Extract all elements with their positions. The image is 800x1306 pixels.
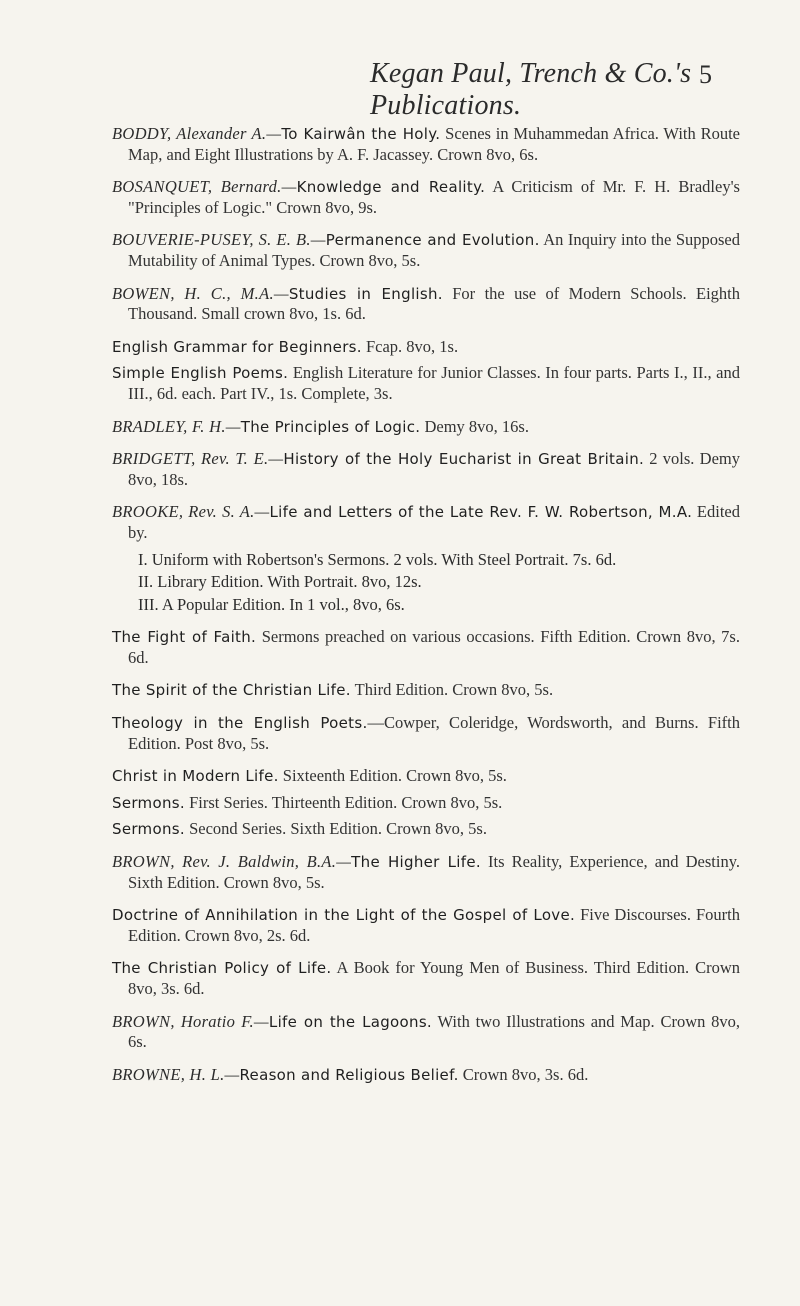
entry-description: With two Illustrations and Map. Crown 8vo, 6s. (128, 1011, 741, 1052)
catalogue-list (112, 124, 740, 1097)
entry-title: The Fight of Faith. (112, 628, 257, 647)
catalogue-entry (112, 713, 740, 754)
running-header (110, 58, 720, 121)
entry-title: History of the Holy Eucharist in Great Britain. (283, 450, 645, 469)
entry-author: BOWEN, H. C., M.A.— (112, 283, 289, 303)
entry-description: Second Series. Sixth Edition. Crown 8vo, 5s. (184, 819, 487, 839)
catalogue-entry (112, 1065, 740, 1086)
entry-title: Doctrine of Annihilation in the Light of the Gospel of Love. (112, 906, 576, 925)
header-title: Kegan Paul, Trench & Co.'s Publications. (370, 58, 692, 121)
entry-title: Sermons. (112, 820, 185, 839)
entry-author: BROWN, Rev. J. Baldwin, B.A.— (112, 852, 352, 872)
catalogue-entry (112, 905, 740, 946)
entry-author: BROOKE, Rev. S. A.— (112, 502, 270, 522)
entry-description: Demy 8vo, 16s. (420, 416, 529, 436)
entry-description: English Literature for Junior Classes. In four parts. Parts I., II., and III., 6d. each. Part IV., 1s. Complete, 3s. (128, 363, 740, 403)
catalogue-entry (112, 417, 740, 438)
entry-description: A Book for Young Men of Business. Third Edition. Crown 8vo, 3s. 6d. (128, 958, 740, 998)
entry-description: Its Reality, Experience, and Destiny. Sixth Edition. Crown 8vo, 5s. (128, 852, 740, 892)
entry-description: For the use of Modern Schools. Eighth Thousand. Small crown 8vo, 1s. 6d. (128, 283, 741, 324)
edition-item: III. A Popular Edition. In 1 vol., 8vo, 6s. (138, 594, 405, 614)
entry-description: Crown 8vo, 3s. 6d. (458, 1064, 589, 1084)
entry-description: Third Edition. Crown 8vo, 5s. (350, 680, 554, 700)
entry-title: Simple English Poems. (112, 364, 289, 383)
entry-description: First Series. Thirteenth Edition. Crown 8vo, 5s. (184, 792, 503, 812)
entry-title: Life and Letters of the Late Rev. F. W. Robertson, M.A. (269, 503, 693, 522)
catalogue-entry (112, 819, 740, 840)
catalogue-entry (112, 680, 740, 701)
entry-author: BRADLEY, F. H.— (112, 416, 241, 436)
catalogue-entry (112, 177, 740, 218)
entry-title: The Christian Policy of Life. (112, 959, 332, 978)
entry-title: Studies in English. (288, 284, 443, 303)
entry-title: Reason and Religious Belief. (239, 1065, 459, 1084)
catalogue-entry (112, 124, 740, 165)
page-number: 5 (699, 60, 712, 89)
entry-title: To Kairwân the Holy. (281, 125, 441, 143)
entry-title: The Principles of Logic. (240, 417, 421, 436)
entry-author: BROWN, Horatio F.— (112, 1011, 269, 1031)
entry-description: 2 vols. Demy 8vo, 18s. (128, 449, 740, 489)
catalogue-entry (112, 449, 740, 490)
catalogue-entry (112, 363, 740, 404)
edition-item: II. Library Edition. With Portrait. 8vo, 12s. (138, 572, 422, 592)
entry-title: The Higher Life. (351, 853, 481, 872)
catalogue-entry (112, 793, 740, 814)
entry-author: BRIDGETT, Rev. T. E.— (112, 449, 284, 469)
entry-description: Scenes in Muhammedan Africa. With Route Map, and Eight Illustrations by A. F. Jacassey. Crown 8vo, 6s. (128, 124, 740, 164)
entry-title: Life on the Lagoons. (268, 1012, 433, 1031)
entry-description: A Criticism of Mr. F. H. Bradley's "Principles of Logic." Crown 8vo, 9s. (128, 177, 740, 217)
catalogue-entry (112, 766, 740, 787)
entry-description: Sermons preached on various occasions. Fifth Edition. Crown 8vo, 7s. 6d. (128, 627, 740, 667)
entry-author: BROWNE, H. L.— (112, 1064, 240, 1084)
catalogue-entry (112, 1012, 740, 1053)
entry-title: Theology in the English Poets. (112, 714, 368, 733)
catalogue-entry (112, 284, 740, 325)
entry-title: Christ in Modern Life. (112, 767, 279, 786)
entry-description: An Inquiry into the Supposed Mutability of Animal Types. Crown 8vo, 5s. (128, 230, 740, 270)
entry-title: Permanence and Evolution. (325, 231, 540, 250)
edition-item: I. Uniform with Robertson's Sermons. 2 vols. With Steel Portrait. 7s. 6d. (138, 549, 617, 569)
entry-description: Sixteenth Edition. Crown 8vo, 5s. (278, 766, 507, 786)
entry-description: Edited by. (128, 502, 740, 542)
catalogue-entry (112, 852, 740, 893)
catalogue-entry (112, 337, 740, 358)
entry-description: Fcap. 8vo, 1s. (361, 336, 459, 356)
catalogue-entry (112, 230, 740, 271)
entry-title: The Spirit of the Christian Life. (112, 681, 351, 700)
entry-description: Five Discourses. Fourth Edition. Crown 8vo, 2s. 6d. (128, 905, 740, 945)
entry-description: —Cowper, Coleridge, Wordsworth, and Burns. Fifth Edition. Post 8vo, 5s. (128, 713, 740, 753)
entry-title: English Grammar for Beginners. (112, 337, 362, 356)
entry-author: BOUVERIE-PUSEY, S. E. B.— (112, 230, 326, 250)
catalogue-entry (112, 627, 740, 668)
catalogue-entry (112, 958, 740, 999)
entry-author: BOSANQUET, Bernard.— (112, 177, 297, 197)
entry-title: Knowledge and Reality. (296, 178, 486, 197)
catalogue-entry (112, 502, 740, 543)
entry-author: BODDY, Alexander A.— (112, 124, 282, 143)
entry-title: Sermons. (112, 793, 185, 812)
